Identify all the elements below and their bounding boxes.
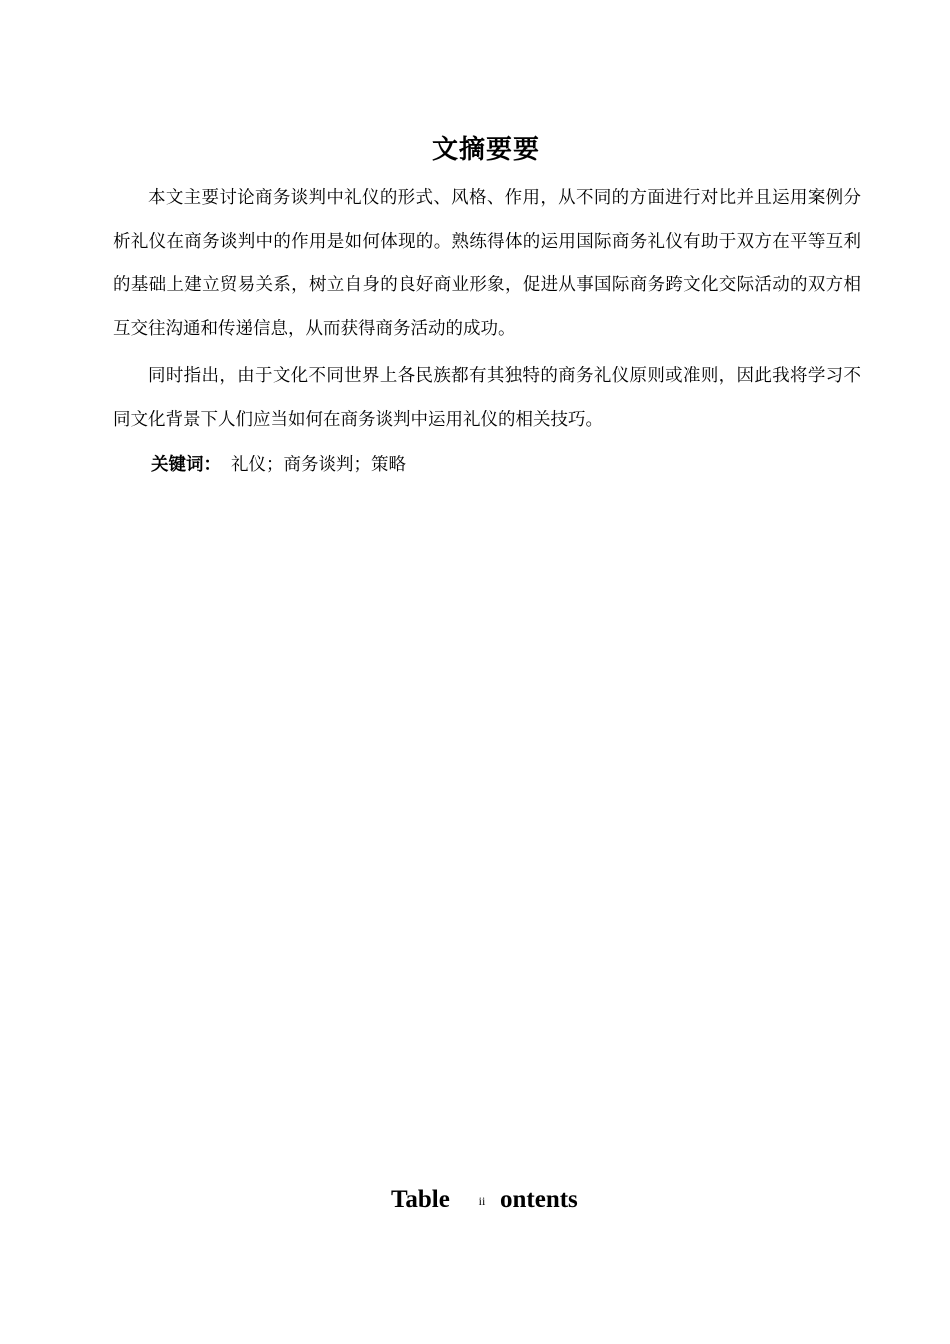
toc-heading-right: ontents (500, 1186, 578, 1213)
page-title: 文摘要要 (431, 135, 540, 166)
abstract-paragraph-1: 本文主要讨论商务谈判中礼仪的形式、风格、作用，从不同的方面进行对比并且运用案例分析礼仪在商务谈判中的作用是如何体现的。熟练得体的运用国际商务礼仪有助于双方在平等互利的基础上建立贸易关系，树立自身的良好商业形象，促进从事国际商务跨文化交际活动的双方相互交往沟通和传递信息，从而获得商务活动的成功。 (113, 188, 861, 339)
abstract-paragraph-2: 同时指出，由于文化不同世界上各民族都有其独特的商务礼仪原则或准则，因此我将学习不同文化背景下人们应当如何在商务谈判中运用礼仪的相关技巧。 (113, 366, 861, 430)
keywords-value: 礼仪；商务谈判；策略 (231, 455, 406, 475)
keywords-label: 关键词： (151, 455, 221, 475)
keywords-line (151, 453, 406, 477)
page-number: ii (464, 1193, 500, 1215)
toc-heading-left: Table (391, 1186, 450, 1213)
